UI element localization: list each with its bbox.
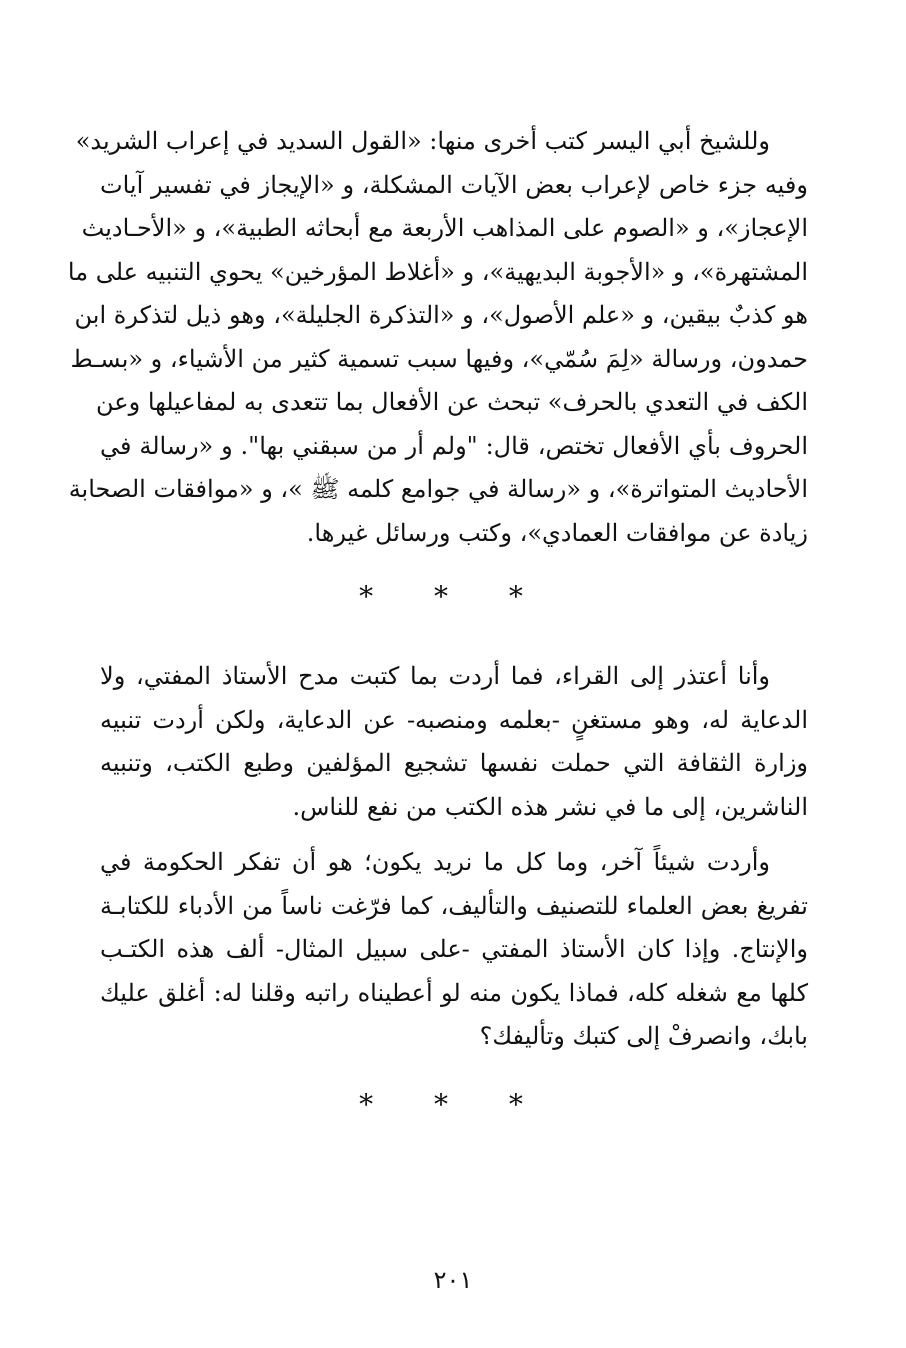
text-line: وزارة الثقافة التي حملت نفسها تشجيع المؤلفين وطبع الكتب، وتنبيه [100, 749, 808, 777]
paragraph-apology [100, 655, 808, 829]
text-line: هو كذبٌ بيقين، و «علم الأصول»، و «التذكرة الجليلة»، وهو ذيل لتذكرة ابن [74, 301, 808, 329]
text-line: وللشيخ أبي اليسر كتب أخرى منها: «القول السديد في إعراب الشريد» [75, 127, 770, 155]
text-line: وأنا أعتذر إلى القراء، فما أردت بما كتبت مدح الأستاذ المفتي، ولا [100, 662, 771, 690]
text-line: والإنتاج. وإذا كان الأستاذ المفتي -على سبيل المثال- ألف هذه الكتـب [100, 935, 808, 963]
text-line: بابك، وانصرفْ إلى كتبك وتأليفك؟ [479, 1022, 808, 1050]
text-line: زيادة عن موافقات العمادي»، وكتب ورسائل غيرها. [306, 518, 808, 547]
page-body [67, 120, 808, 1125]
text-line: كلها مع شغله كله، فماذا يكون منه لو أعطيناه راتبه وقلنا له: أغلق عليك [100, 978, 808, 1007]
page-number: ٢٠١ [433, 1266, 473, 1294]
section-separator: * * * [359, 1087, 549, 1121]
paragraph-abu-al-yusr-books [67, 120, 808, 555]
text-line: الأحاديث المتواترة»، و «رسالة في جوامع كلمه ﷺ »، و «موافقات الصحابة [68, 475, 808, 503]
text-line: وأردت شيئاً آخر، وما كل ما نريد يكون؛ هو أن تفكر الحكومة في [100, 848, 770, 876]
text-line: حمدون، ورسالة «لِمَ سُمّي»، وفيها سبب تسمية كثير من الأشياء، و «بسـط [70, 344, 808, 373]
text-line: الإعجاز»، و «الصوم على المذاهب الأربعة مع أبحاثه الطبية»، و «الأحـاديث [81, 214, 808, 242]
text-line: الحروف بأي الأفعال تختص، قال: "ولم أر من سبقني بها". و «رسالة في [100, 431, 808, 460]
section-separator: * * * [359, 580, 549, 613]
text-line: الناشرين، إلى ما في نشر هذه الكتب من نفع للناس. [292, 792, 808, 821]
paragraph-government-suggestion [100, 841, 808, 1059]
text-line: وفيه جزء خاص لإعراب بعض الآيات المشكلة، و «الإيجاز في تفسير آيات [100, 170, 808, 199]
text-line: تفريغ بعض العلماء للتصنيف والتأليف، كما فرّغت ناساً من الأدباء للكتابـة [100, 891, 808, 920]
text-line: الدعاية له، وهو مستغنٍ -بعلمه ومنصبه- عن الدعاية، ولكن أردت تنبيه [100, 705, 808, 734]
text-line: المشتهرة»، و «الأجوبة البديهية»، و «أغلاط المؤرخين» يحوي التنبيه على ما [67, 257, 808, 286]
text-line: الكف في التعدي بالحرف» تبحث عن الأفعال بما تتعدى به لمفاعيلها وعن [96, 388, 808, 416]
